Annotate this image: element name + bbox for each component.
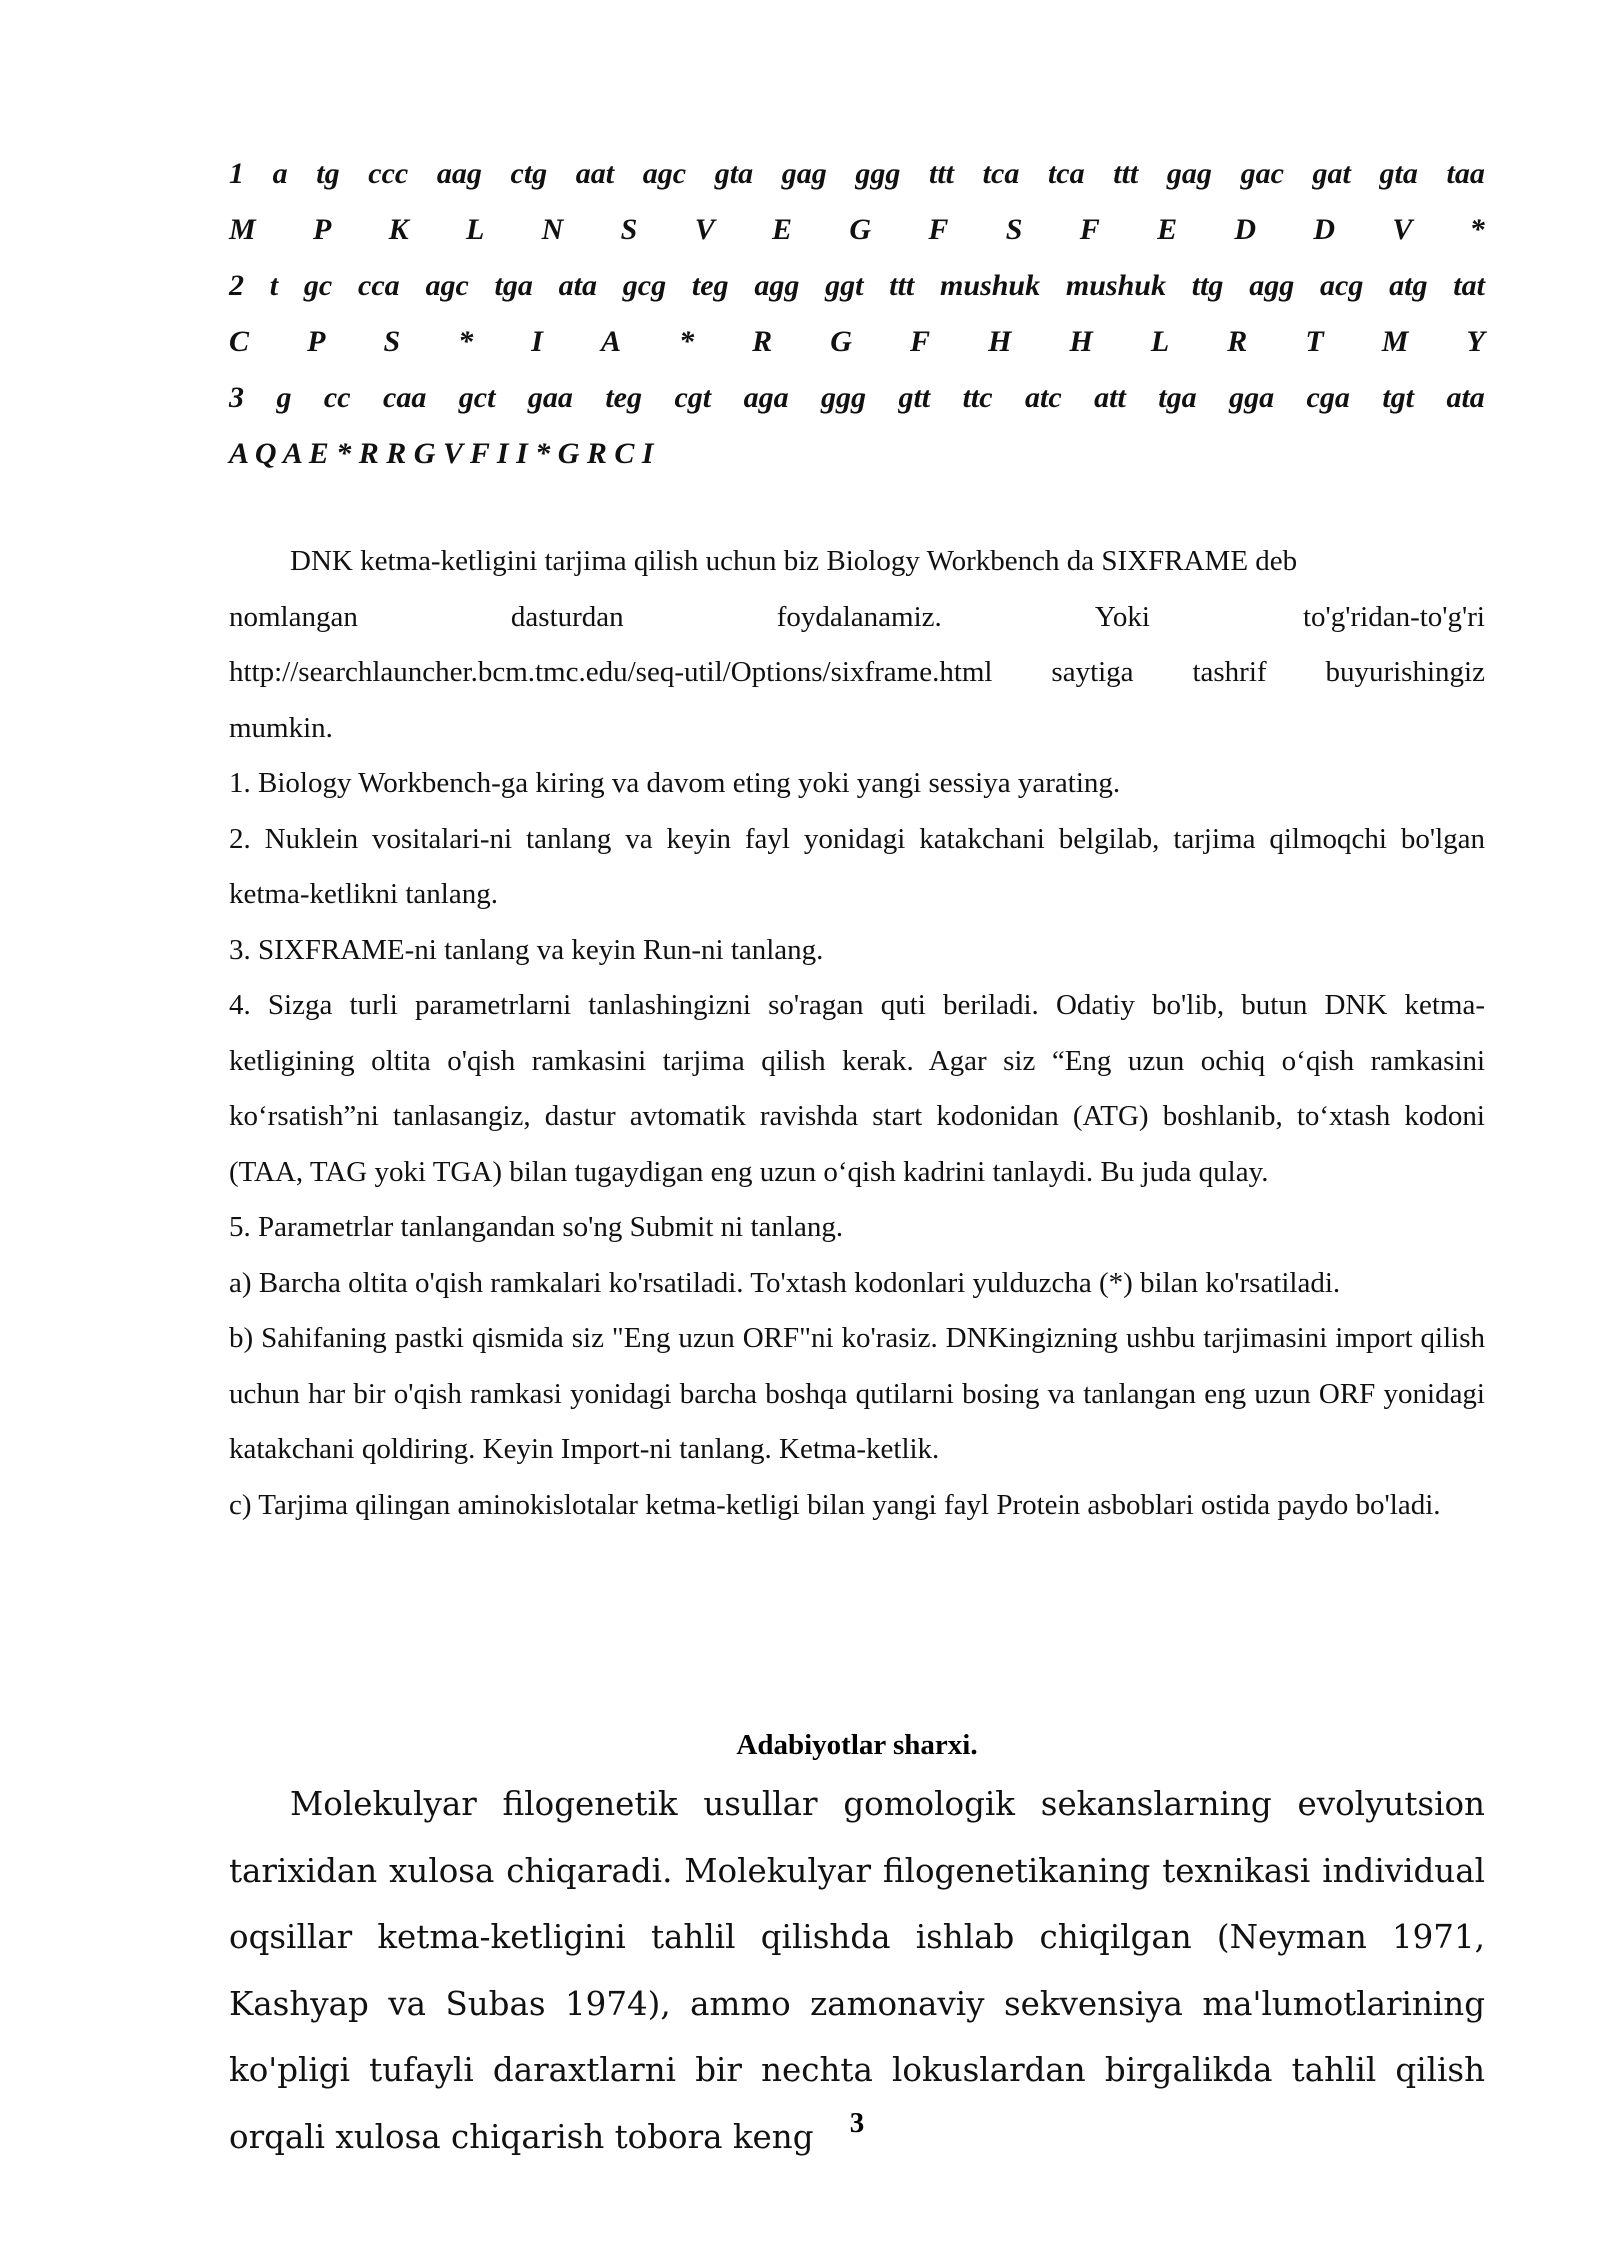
sequence-cell: mushuk: [1065, 269, 1166, 302]
sequence-cell: cc: [323, 381, 351, 414]
sequence-cell: A: [601, 325, 622, 358]
step-3: 3. SIXFRAME-ni tanlang va keyin Run-ni tanlang.: [229, 933, 824, 966]
sequence-cell: agg: [754, 269, 800, 302]
sequence-cell: g: [276, 381, 292, 414]
sequence-cell: P: [307, 325, 326, 358]
sequence-cell: V: [1392, 213, 1413, 246]
sequence-cell: gcg: [622, 269, 667, 302]
intro-tail: mumkin.: [229, 711, 333, 744]
sequence-cell: A Q A E * R R G V F I I * G R C I: [229, 437, 654, 470]
sequence-cell: ggg: [855, 157, 901, 190]
sequence-row: [229, 314, 1485, 370]
sequence-cell: ata: [558, 269, 598, 302]
sequence-row: [229, 202, 1485, 258]
sequence-cell: 1: [229, 157, 244, 190]
sequence-cell: ttt: [929, 157, 955, 190]
sequence-cell: gct: [458, 381, 496, 414]
sequence-cell: tat: [1453, 269, 1485, 302]
sequence-cell: Y: [1466, 325, 1485, 358]
page-number: 3: [849, 2107, 865, 2139]
sequence-cell: 3: [229, 381, 244, 414]
sequence-cell: aga: [743, 381, 789, 414]
sequence-cell: aat: [575, 157, 615, 190]
sequence-cell: G: [849, 213, 872, 246]
body-text: [229, 534, 1485, 1533]
sequence-cell: *: [1469, 213, 1485, 246]
sequence-cell: gga: [1229, 381, 1275, 414]
sequence-cell: gta: [1379, 157, 1418, 190]
intro-first-line: DNK ketma-ketligini tarjima qilish uchun biz Biology Workbench da SIXFRAME deb: [290, 545, 1298, 577]
sequence-cell: agg: [1249, 269, 1295, 302]
step-4: 4. Sizga turli parametrlarni tanlashingizni so'ragan quti beriladi. Odatiy bo'lib, butun DNK ketma-ketligining oltita o'qish ramkasini tarjima qilish kerak. Agar siz “Eng uzun ochiq o‘qish ramkasini ko‘rsatish”ni tanlasangiz, dastur avtomatik ravishda start kodonidan (ATG) boshlanib, to‘xtash kodoni (TAA, TAG yoki TGA) bilan tugaydigan eng uzun o‘qish kadrini tanlaydi. Bu juda qulay.: [229, 989, 1485, 1188]
sequence-cell: tca: [982, 157, 1020, 190]
sequence-cell: cgt: [674, 381, 712, 414]
step-2: 2. Nuklein vositalari-ni tanlang va keyin fayl yonidagi katakchani belgilab, tarjima qilmoqchi bo'lgan ketma-ketlikni tanlang.: [229, 822, 1485, 910]
sequence-cell: gag: [1166, 157, 1212, 190]
sequence-cell: I: [531, 325, 543, 358]
sequence-cell: L: [1150, 325, 1170, 358]
word: to'g'ridan-to'g'ri: [1302, 600, 1485, 633]
sequence-cell: gac: [1240, 157, 1284, 190]
sequence-cell: tga: [1158, 381, 1197, 414]
sequence-cell: cga: [1306, 381, 1350, 414]
step-c: c) Tarjima qilingan aminokislotalar ketma-ketligi bilan yangi fayl Protein asboblari ostida paydo bo'ladi.: [229, 1488, 1441, 1521]
sequence-cell: gat: [1312, 157, 1351, 190]
sequence-cell: F: [928, 213, 949, 246]
sequence-cell: D: [1234, 213, 1257, 246]
sequence-cell: ttg: [1191, 269, 1224, 302]
sequence-cell: S: [383, 325, 401, 358]
sequence-cell: N: [541, 213, 564, 246]
word: Yoki: [1094, 600, 1150, 633]
sequence-cell: ctg: [510, 157, 548, 190]
sequence-cell: cca: [358, 269, 400, 302]
sequence-cell: mushuk: [940, 269, 1041, 302]
sequence-cell: F: [1079, 213, 1100, 246]
sequence-cell: teg: [605, 381, 642, 414]
sequence-cell: tg: [316, 157, 340, 190]
word: http://searchlauncher.bcm.tmc.edu/seq-util/Options/sixframe.html: [229, 656, 993, 688]
sequence-cell: gta: [714, 157, 754, 190]
sequence-cell: agc: [642, 157, 687, 190]
sequence-row: [229, 258, 1485, 314]
sequence-cell: L: [466, 213, 485, 246]
sequence-cell: S: [1005, 213, 1023, 246]
word: nomlangan: [229, 600, 358, 633]
sequence-cell: tgt: [1382, 381, 1414, 414]
sequence-cell: T: [1305, 325, 1324, 358]
sequence-cell: gc: [303, 269, 333, 302]
sequence-cell: ttt: [889, 269, 915, 302]
sequence-cell: M: [1381, 325, 1409, 358]
sequence-cell: E: [1157, 213, 1178, 246]
sequence-cell: H: [1069, 325, 1093, 358]
review-paragraph: Molekulyar filogenetik usullar gomologik sekanslarning evolyutsion tarixidan xulosa chiqaradi. Molekulyar filogenetikaning texnikasi individual oqsillar ketma-ketligini tahlil qilishda ishlab chiqilgan (Neyman 1971, Kashyap va Subas 1974), ammo zamonaviy sekvensiya ma'lumotlarining ko'pligi tufayli daraxtlarni bir nechta lokuslardan birgalikda tahlil qilish orqali xulosa chiqarish tobora keng: [229, 1785, 1485, 2156]
sequence-cell: taa: [1446, 157, 1485, 190]
sequence-cell: V: [694, 213, 715, 246]
sequence-row: [229, 146, 1485, 202]
sequence-cell: atg: [1389, 269, 1428, 302]
sequence-cell: gag: [781, 157, 827, 190]
word: foydalanamiz.: [776, 600, 942, 633]
sequence-cell: F: [909, 325, 930, 358]
sequence-cell: t: [269, 269, 279, 302]
word: dasturdan: [510, 600, 624, 633]
sequence-cell: D: [1313, 213, 1336, 246]
sequence-cell: ggg: [821, 381, 867, 414]
step-5: 5. Parametrlar tanlangandan so'ng Submit ni tanlang.: [229, 1211, 844, 1243]
sequence-cell: aag: [436, 157, 482, 190]
sequence-block: [229, 146, 1485, 482]
sequence-cell: 2: [229, 269, 244, 302]
sequence-cell: caa: [383, 381, 427, 414]
sequence-cell: ggt: [825, 269, 864, 302]
sequence-cell: gaa: [527, 381, 573, 414]
step-a: a) Barcha oltita o'qish ramkalari ko'rsatiladi. To'xtash kodonlari yulduzcha (*) bilan ko'rsatiladi.: [229, 1266, 1341, 1299]
sequence-cell: P: [313, 213, 332, 246]
sequence-cell: tga: [494, 269, 533, 302]
sequence-cell: C: [229, 325, 250, 358]
sequence-cell: ata: [1446, 381, 1485, 414]
sequence-cell: a: [272, 157, 288, 190]
section-heading: Adabiyotlar sharxi.: [736, 1729, 978, 1761]
sequence-cell: *: [458, 325, 474, 358]
sequence-cell: ttt: [1113, 157, 1139, 190]
sequence-cell: R: [752, 325, 773, 358]
word: saytiga: [1051, 656, 1134, 688]
sequence-cell: atc: [1025, 381, 1062, 414]
sequence-cell: E: [772, 213, 793, 246]
intro-url-line: [229, 645, 1485, 701]
intro-second-line: [229, 590, 1485, 646]
step-1: 1. Biology Workbench-ga kiring va davom eting yoki yangi sessiya yarating.: [229, 767, 1121, 799]
sequence-cell: M: [229, 213, 256, 246]
sequence-cell: ttc: [962, 381, 993, 414]
sequence-cell: acg: [1320, 269, 1364, 302]
sequence-cell: ccc: [368, 157, 409, 190]
sequence-cell: tca: [1047, 157, 1085, 190]
sequence-cell: teg: [691, 269, 729, 302]
sequence-cell: *: [679, 325, 695, 358]
sequence-cell: S: [620, 213, 638, 246]
sequence-row: [229, 426, 1485, 482]
sequence-row: [229, 370, 1485, 426]
word: tashrif: [1192, 656, 1267, 688]
sequence-cell: H: [988, 325, 1012, 358]
sequence-cell: R: [1227, 325, 1248, 358]
sequence-cell: agc: [425, 269, 469, 302]
sequence-cell: G: [830, 325, 852, 358]
sequence-cell: att: [1094, 381, 1126, 414]
sequence-cell: K: [388, 213, 409, 246]
sequence-cell: gtt: [898, 381, 931, 414]
word: buyurishingiz: [1325, 656, 1485, 688]
step-b: b) Sahifaning pastki qismida siz "Eng uzun ORF"ni ko'rasiz. DNKingizning ushbu tarjimasini import qilish uchun har bir o'qish ramkasi yonidagi barcha boshqa qutilarni bosing va tanlangan eng uzun ORF yonidagi katakchani qoldiring. Keyin Import-ni tanlang. Ketma-ketlik.: [229, 1322, 1485, 1465]
